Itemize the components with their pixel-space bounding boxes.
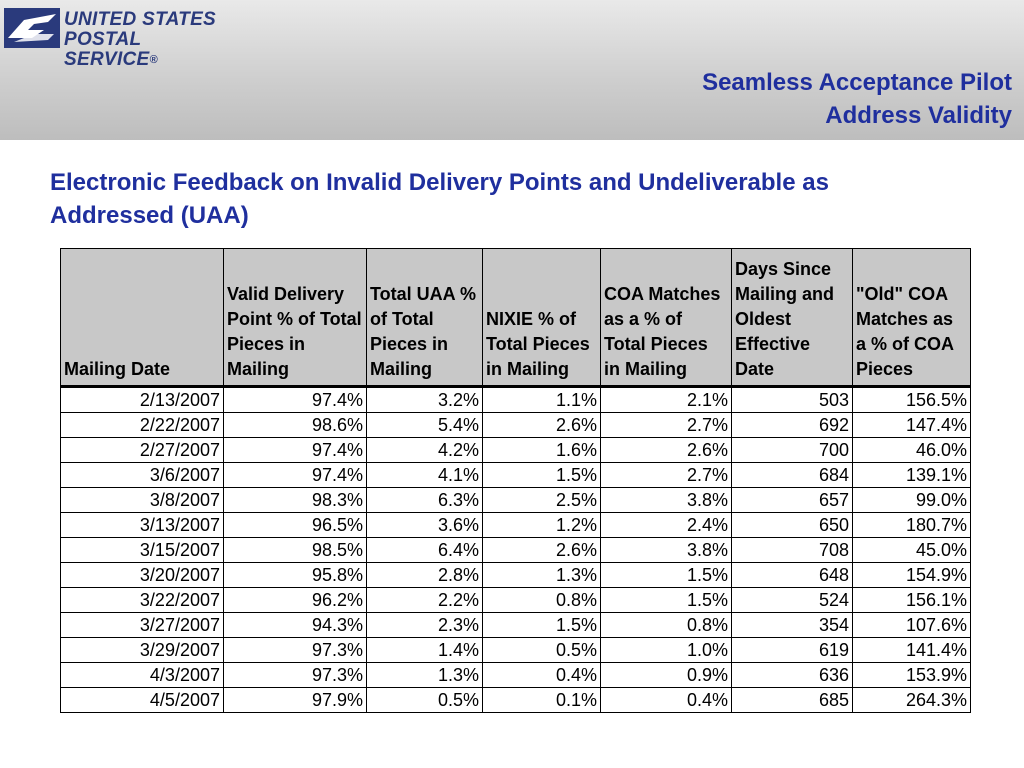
logo-line-1: UNITED STATES (64, 9, 217, 30)
cell-valid-dp: 97.3% (224, 663, 367, 688)
cell-valid-dp: 97.4% (224, 463, 367, 488)
usps-logo (4, 8, 224, 70)
cell-valid-dp: 95.8% (224, 563, 367, 588)
cell-old-coa: 156.1% (853, 588, 971, 613)
cell-coa: 1.5% (601, 588, 732, 613)
cell-mailing-date: 2/13/2007 (61, 387, 224, 413)
table-row (61, 638, 971, 663)
cell-mailing-date: 3/20/2007 (61, 563, 224, 588)
cell-coa: 2.7% (601, 463, 732, 488)
cell-days-since: 648 (732, 563, 853, 588)
cell-valid-dp: 97.3% (224, 638, 367, 663)
cell-old-coa: 180.7% (853, 513, 971, 538)
table-row (61, 438, 971, 463)
slide-title (702, 66, 1012, 132)
table-row (61, 463, 971, 488)
cell-total-uaa: 1.3% (367, 663, 483, 688)
header-coa-matches: COA Matches as a % of Total Pieces in Mailing (601, 249, 732, 387)
cell-coa: 2.6% (601, 438, 732, 463)
cell-old-coa: 153.9% (853, 663, 971, 688)
cell-nixie: 2.6% (483, 413, 601, 438)
cell-total-uaa: 1.4% (367, 638, 483, 663)
cell-valid-dp: 98.5% (224, 538, 367, 563)
cell-coa: 3.8% (601, 488, 732, 513)
cell-mailing-date: 2/22/2007 (61, 413, 224, 438)
cell-total-uaa: 6.3% (367, 488, 483, 513)
cell-coa: 0.9% (601, 663, 732, 688)
table-row (61, 413, 971, 438)
cell-valid-dp: 97.4% (224, 387, 367, 413)
cell-valid-dp: 97.4% (224, 438, 367, 463)
cell-valid-dp: 96.2% (224, 588, 367, 613)
cell-mailing-date: 3/6/2007 (61, 463, 224, 488)
cell-mailing-date: 3/15/2007 (61, 538, 224, 563)
cell-days-since: 692 (732, 413, 853, 438)
cell-nixie: 1.2% (483, 513, 601, 538)
cell-days-since: 684 (732, 463, 853, 488)
cell-nixie: 1.6% (483, 438, 601, 463)
cell-total-uaa: 2.3% (367, 613, 483, 638)
cell-days-since: 354 (732, 613, 853, 638)
table-row (61, 563, 971, 588)
cell-nixie: 2.6% (483, 538, 601, 563)
cell-mailing-date: 3/29/2007 (61, 638, 224, 663)
cell-valid-dp: 98.3% (224, 488, 367, 513)
cell-valid-dp: 94.3% (224, 613, 367, 638)
cell-valid-dp: 97.9% (224, 688, 367, 713)
cell-mailing-date: 4/5/2007 (61, 688, 224, 713)
cell-total-uaa: 5.4% (367, 413, 483, 438)
cell-total-uaa: 4.2% (367, 438, 483, 463)
section-heading-line-1: Electronic Feedback on Invalid Delivery Points and Undeliverable as (50, 169, 829, 196)
cell-coa: 2.7% (601, 413, 732, 438)
cell-coa: 0.4% (601, 688, 732, 713)
cell-total-uaa: 6.4% (367, 538, 483, 563)
header-old-coa-matches: "Old" COA Matches as a % of COA Pieces (853, 249, 971, 387)
cell-nixie: 1.5% (483, 613, 601, 638)
cell-nixie: 0.4% (483, 663, 601, 688)
cell-mailing-date: 3/8/2007 (61, 488, 224, 513)
cell-old-coa: 45.0% (853, 538, 971, 563)
slide-header (0, 0, 1024, 140)
table-row (61, 488, 971, 513)
cell-days-since: 619 (732, 638, 853, 663)
cell-coa: 2.1% (601, 387, 732, 413)
table-row (61, 688, 971, 713)
cell-days-since: 657 (732, 488, 853, 513)
cell-days-since: 503 (732, 387, 853, 413)
cell-mailing-date: 3/22/2007 (61, 588, 224, 613)
table-row (61, 387, 971, 413)
slide-title-line-2: Address Validity (825, 102, 1012, 129)
cell-days-since: 650 (732, 513, 853, 538)
header-nixie: NIXIE % of Total Pieces in Mailing (483, 249, 601, 387)
header-valid-delivery-point: Valid Delivery Point % of Total Pieces in Mailing (224, 249, 367, 387)
cell-total-uaa: 3.6% (367, 513, 483, 538)
cell-nixie: 2.5% (483, 488, 601, 513)
header-mailing-date: Mailing Date (61, 249, 224, 387)
section-heading-line-2: Addressed (UAA) (50, 202, 249, 229)
cell-old-coa: 99.0% (853, 488, 971, 513)
cell-old-coa: 107.6% (853, 613, 971, 638)
cell-days-since: 524 (732, 588, 853, 613)
table-header-row (61, 249, 971, 387)
cell-coa: 0.8% (601, 613, 732, 638)
eagle-icon (4, 8, 60, 48)
logo-wordmark (64, 10, 224, 70)
cell-days-since: 700 (732, 438, 853, 463)
cell-old-coa: 154.9% (853, 563, 971, 588)
cell-nixie: 1.1% (483, 387, 601, 413)
cell-days-since: 636 (732, 663, 853, 688)
cell-old-coa: 46.0% (853, 438, 971, 463)
logo-line-2: POSTAL SERVICE® (64, 29, 158, 70)
header-days-since-mailing: Days Since Mailing and Oldest Effective Date (732, 249, 853, 387)
section-heading (50, 166, 990, 232)
header-total-uaa: Total UAA % of Total Pieces in Mailing (367, 249, 483, 387)
table-row (61, 538, 971, 563)
cell-old-coa: 139.1% (853, 463, 971, 488)
table-body (61, 387, 971, 713)
cell-nixie: 0.5% (483, 638, 601, 663)
table-row (61, 663, 971, 688)
cell-total-uaa: 4.1% (367, 463, 483, 488)
table-row (61, 588, 971, 613)
cell-nixie: 1.5% (483, 463, 601, 488)
cell-old-coa: 141.4% (853, 638, 971, 663)
cell-mailing-date: 4/3/2007 (61, 663, 224, 688)
cell-total-uaa: 0.5% (367, 688, 483, 713)
cell-old-coa: 264.3% (853, 688, 971, 713)
cell-valid-dp: 98.6% (224, 413, 367, 438)
cell-old-coa: 147.4% (853, 413, 971, 438)
cell-days-since: 708 (732, 538, 853, 563)
cell-nixie: 0.1% (483, 688, 601, 713)
cell-mailing-date: 3/13/2007 (61, 513, 224, 538)
cell-total-uaa: 2.2% (367, 588, 483, 613)
cell-coa: 3.8% (601, 538, 732, 563)
cell-mailing-date: 2/27/2007 (61, 438, 224, 463)
cell-total-uaa: 3.2% (367, 387, 483, 413)
cell-nixie: 0.8% (483, 588, 601, 613)
cell-total-uaa: 2.8% (367, 563, 483, 588)
slide-title-line-1: Seamless Acceptance Pilot (702, 69, 1012, 96)
cell-days-since: 685 (732, 688, 853, 713)
cell-old-coa: 156.5% (853, 387, 971, 413)
cell-coa: 1.0% (601, 638, 732, 663)
uaa-data-table (60, 248, 971, 713)
cell-mailing-date: 3/27/2007 (61, 613, 224, 638)
cell-valid-dp: 96.5% (224, 513, 367, 538)
cell-coa: 1.5% (601, 563, 732, 588)
cell-coa: 2.4% (601, 513, 732, 538)
table-row (61, 613, 971, 638)
table-row (61, 513, 971, 538)
cell-nixie: 1.3% (483, 563, 601, 588)
